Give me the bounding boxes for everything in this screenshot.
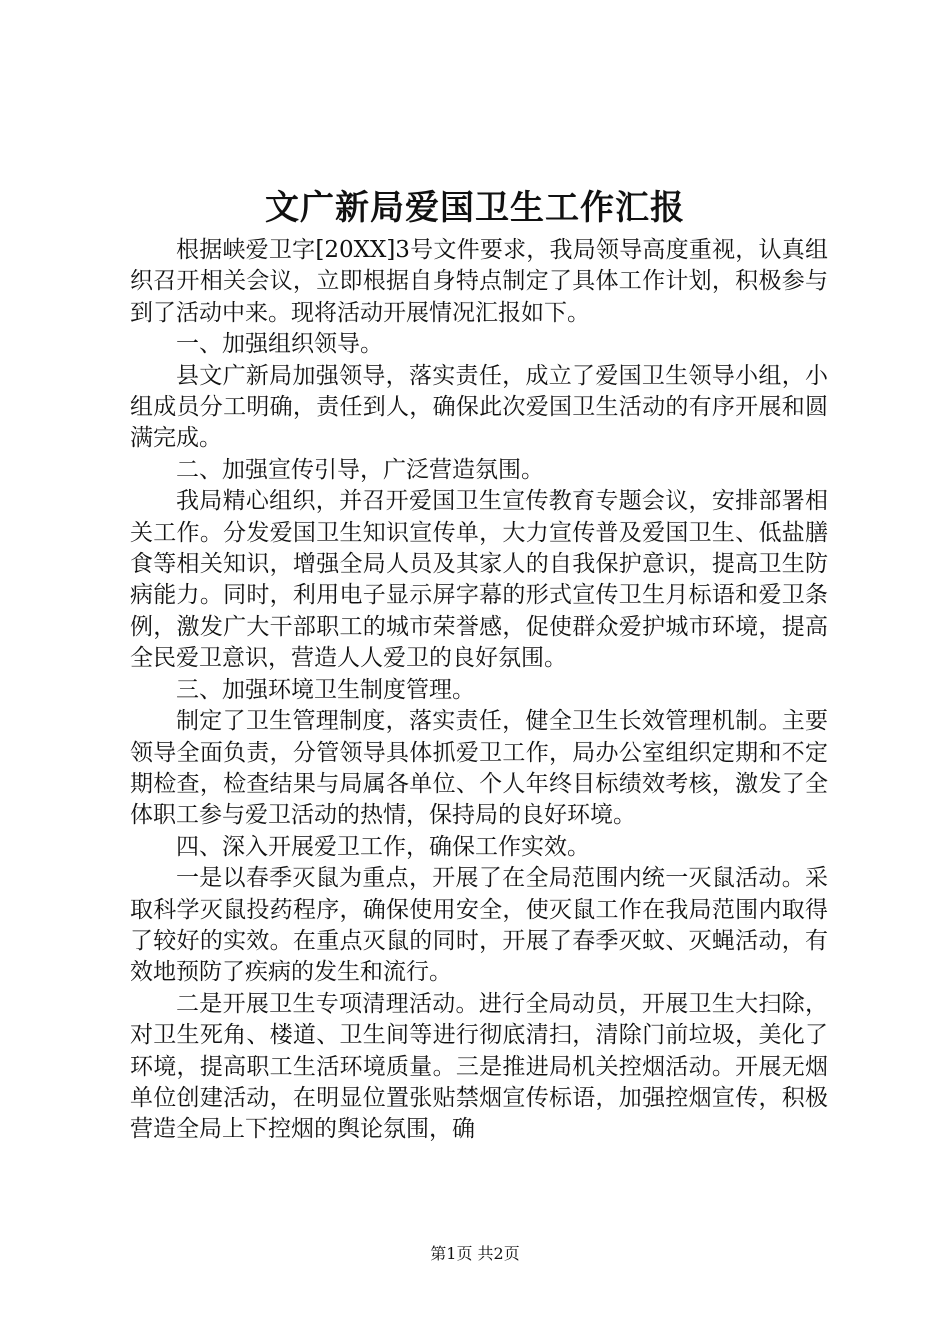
heading-section-2: 二、加强宣传引导，广泛营造氛围。 bbox=[176, 456, 544, 483]
paragraph-section-4a: 一是以春季灭鼠为重点，开展了在全局范围内统一灭鼠活动。采取科学灭鼠投药程序，确保使用安全，使灭鼠工作在我局范围内取得了较好的实效。在重点灭鼠的同时，开展了春季灭蚊、灭蝇活动，有效地预防了疾病的发生和流行。 bbox=[130, 865, 828, 986]
paragraph-intro: 根据峡爱卫字[20XX]3号文件要求，我局领导高度重视，认真组织召开相关会议，立即根据自身特点制定了具体工作计划，积极参与到了活动中来。现将活动开展情况汇报如下。 bbox=[130, 237, 828, 326]
heading-section-1: 一、加强组织领导。 bbox=[176, 331, 383, 358]
paragraph-section-2: 我局精心组织，并召开爱国卫生宣传教育专题会议，安排部署相关工作。分发爱国卫生知识宣传单，大力宣传普及爱国卫生、低盐膳食等相关知识，增强全局人员及其家人的自我保护意识，提高卫生防病能力。同时，利用电子显示屏字幕的形式宣传卫生月标语和爱卫条例，激发广大干部职工的城市荣誉感，促使群众爱护城市环境，提高全民爱卫意识，营造人人爱卫的良好氛围。 bbox=[130, 488, 828, 672]
document-body bbox=[130, 235, 828, 1146]
paragraph-section-1: 县文广新局加强领导，落实责任，成立了爱国卫生领导小组，小组成员分工明确，责任到人，确保此次爱国卫生活动的有序开展和圆满完成。 bbox=[130, 362, 828, 452]
document-title: 文广新局爱国卫生工作汇报 bbox=[265, 188, 685, 228]
page-footer: 第1页 共2页 bbox=[430, 1244, 520, 1263]
heading-section-4: 四、深入开展爱卫工作，确保工作实效。 bbox=[176, 833, 590, 860]
paragraph-section-4b: 二是开展卫生专项清理活动。进行全局动员，开展卫生大扫除，对卫生死角、楼道、卫生间等进行彻底清扫，清除门前垃圾，美化了环境，提高职工生活环境质量。三是推进局机关控烟活动。开展无烟单位创建活动，在明显位置张贴禁烟宣传标语，加强控烟宣传，积极营造全局上下控烟的舆论氛围，确 bbox=[130, 990, 828, 1143]
paragraph-section-3: 制定了卫生管理制度，落实责任，健全卫生长效管理机制。主要领导全面负责，分管领导具体抓爱卫工作，局办公室组织定期和不定期检查，检查结果与局属各单位、个人年终目标绩效考核，激发了全体职工参与爱卫活动的热情，保持局的良好环境。 bbox=[130, 708, 828, 829]
heading-section-3: 三、加强环境卫生制度管理。 bbox=[176, 676, 475, 703]
